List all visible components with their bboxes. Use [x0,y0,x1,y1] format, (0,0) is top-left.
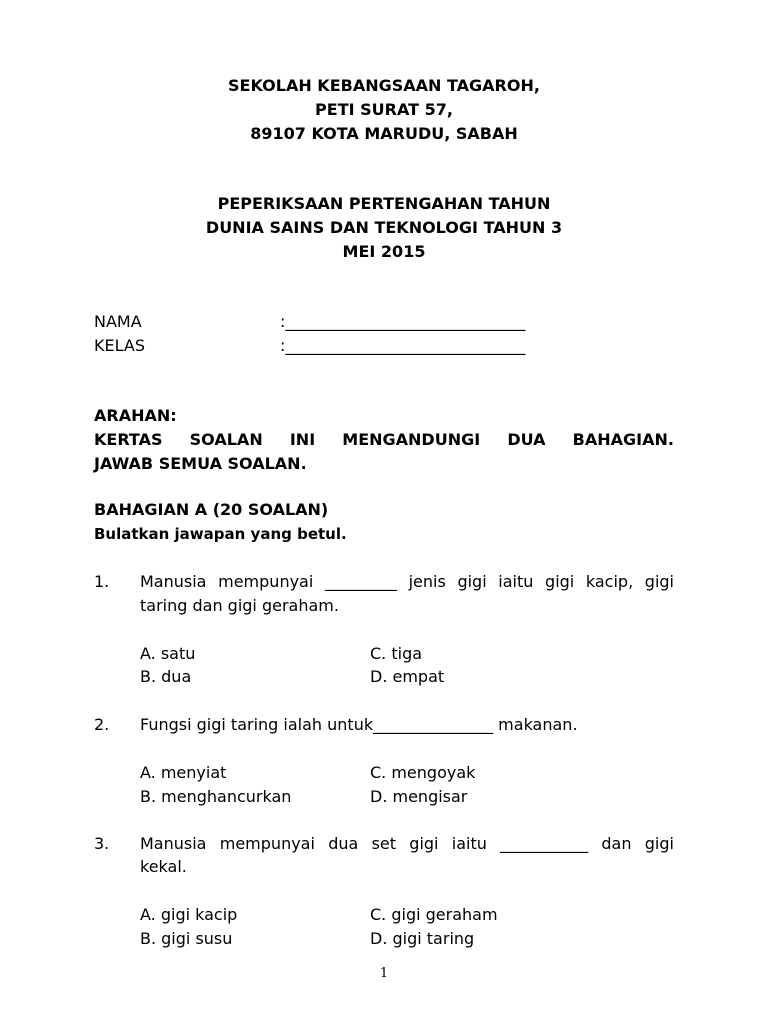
exam-subject: DUNIA SAINS DAN TEKNOLOGI TAHUN 3 [205,218,563,237]
option-b[interactable]: B. menghancurkan [140,787,292,806]
q-word: dua [328,834,359,853]
question-1-line-2: taring dan gigi geraham. [140,596,339,615]
q-word: gigi [644,572,674,591]
q-word: gigi [409,834,439,853]
q-word: iaitu [498,572,534,591]
q-word: ___________ [500,834,589,853]
q-word: dan [601,834,632,853]
instructions-title: ARAHAN: [94,406,177,425]
option-c[interactable]: C. gigi geraham [370,905,498,924]
q-word: set [371,834,397,853]
school-city: 89107 KOTA MARUDU, SABAH [250,124,518,143]
q-word: kacip, [585,572,634,591]
question-3-line-2: kekal. [140,857,187,876]
option-b[interactable]: B. gigi susu [140,929,233,948]
option-a[interactable]: A. menyiat [140,763,227,782]
instr-word: BAHAGIAN. [572,430,674,449]
question-number: 3. [94,834,110,853]
instr-word: SOALAN [189,430,263,449]
q-word: gigi [545,572,575,591]
instructions-line-2: JAWAB SEMUA SOALAN. [94,454,307,473]
section-title: BAHAGIAN A (20 SOALAN) [94,500,329,519]
instr-word: MENGANDUNGI [342,430,481,449]
option-d[interactable]: D. gigi taring [370,929,475,948]
school-name: SEKOLAH KEBANGSAAN TAGAROH, [228,76,540,95]
exam-title: PEPERIKSAAN PERTENGAHAN TAHUN [217,194,551,213]
instr-word: DUA [507,430,546,449]
q-word: jenis [408,572,446,591]
question-2-text: Fungsi gigi taring ialah untuk_______________ makanan. [140,715,578,734]
question-1-line-1 [140,572,674,592]
option-d[interactable]: D. empat [370,667,445,686]
q-word: mempunyai [218,572,314,591]
page-number: 1 [379,966,389,981]
question-3-line-1 [140,834,674,854]
q-word: Manusia [140,834,207,853]
section-instruction: Bulatkan jawapan yang betul. [94,525,347,543]
q-word: gigi [644,834,674,853]
name-label: NAMA [94,312,142,331]
q-word: gigi [457,572,487,591]
question-number: 1. [94,572,110,591]
instructions-line-1 [94,430,674,450]
q-word: _________ [324,572,397,591]
instr-word: KERTAS [94,430,163,449]
option-c[interactable]: C. tiga [370,644,423,663]
option-b[interactable]: B. dua [140,667,192,686]
q-word: mempunyai [219,834,315,853]
option-a[interactable]: A. satu [140,644,196,663]
q-word: iaitu [451,834,487,853]
exam-date: MEI 2015 [342,242,426,261]
instr-word: INI [289,430,316,449]
option-a[interactable]: A. gigi kacip [140,905,238,924]
q-word: Manusia [140,572,207,591]
option-c[interactable]: C. mengoyak [370,763,476,782]
class-label: KELAS [94,336,145,355]
option-d[interactable]: D. mengisar [370,787,468,806]
school-address: PETI SURAT 57, [315,100,453,119]
question-number: 2. [94,715,110,734]
name-field[interactable]: :______________________________ [280,312,526,331]
class-field[interactable]: :______________________________ [280,336,526,355]
